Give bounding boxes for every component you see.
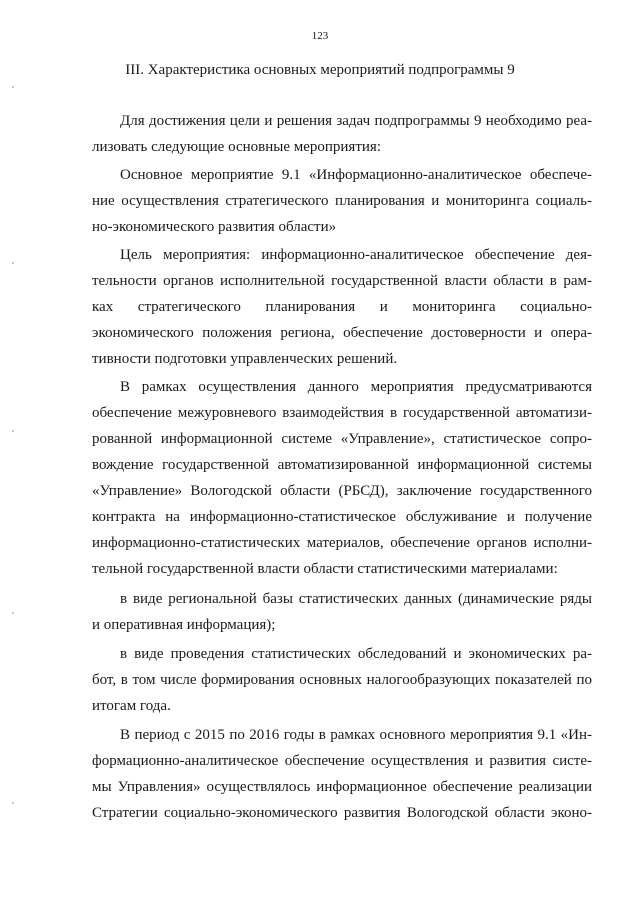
- body-line: В рамках осуществления данного мероприятия предусматриваются: [120, 379, 592, 395]
- body-line: тельности органов исполнительной государственной власти области в рам-: [92, 273, 592, 289]
- body-line: и оперативная информация);: [92, 617, 276, 633]
- body-line: «Управление» Вологодской области (РБСД), заключение государственного: [92, 483, 592, 499]
- body-line: в виде проведения статистических обследований и экономических ра-: [120, 646, 592, 662]
- body-line: в виде региональной базы статистических данных (динамические ряды: [120, 591, 592, 607]
- section-heading: III. Характеристика основных мероприятий подпрограммы 9: [125, 62, 515, 78]
- body-line: формационно-аналитическое обеспечение осуществления и развития систе-: [92, 753, 592, 769]
- body-line: В период с 2015 по 2016 годы в рамках основного мероприятия 9.1 «Ин-: [120, 727, 592, 743]
- scan-mark: [12, 262, 14, 264]
- body-line: ние осуществления стратегического планирования и мониторинга социаль-: [92, 193, 592, 209]
- body-line: Цель мероприятия: информационно-аналитическое обеспечение дея-: [120, 247, 592, 263]
- body-line: тельной государственной власти области статистическими материалами:: [92, 561, 558, 577]
- body-line: ках стратегического планирования и мониторинга социально-: [92, 299, 592, 315]
- body-line: Для достижения цели и решения задач подпрограммы 9 необходимо реа-: [120, 113, 592, 129]
- body-line: бот, в том числе формирования основных налогообразующих показателей по: [92, 672, 592, 688]
- scan-mark: [12, 430, 14, 432]
- body-line: Основное мероприятие 9.1 «Информационно-аналитическое обеспече-: [120, 167, 592, 183]
- body-line: контракта на информационно-статистическое обслуживание и получение: [92, 509, 592, 525]
- body-line: но-экономического развития области»: [92, 219, 337, 235]
- body-line: информационно-статистических материалов, обеспечение органов исполни-: [92, 535, 592, 551]
- scan-mark: [12, 86, 14, 88]
- body-line: экономического положения региона, обеспечение достоверности и опера-: [92, 325, 592, 341]
- scan-mark: [12, 612, 14, 614]
- page-number: 123: [311, 30, 329, 42]
- body-line: лизовать следующие основные мероприятия:: [92, 139, 381, 155]
- body-line: Стратегии социально-экономического развития Вологодской области эконо-: [92, 805, 592, 821]
- body-line: обеспечение межуровневого взаимодействия в государственной автоматизи-: [92, 405, 592, 421]
- body-line: мы Управления» осуществлялось информационное обеспечение реализации: [92, 779, 592, 795]
- body-line: рованной информационной системе «Управление», статистическое сопро-: [92, 431, 592, 447]
- scan-mark: [12, 802, 14, 804]
- body-line: вождение государственной автоматизированной информационной системы: [92, 457, 592, 473]
- body-line: тивности подготовки управленческих решений.: [92, 351, 398, 367]
- body-line: итогам года.: [92, 698, 171, 714]
